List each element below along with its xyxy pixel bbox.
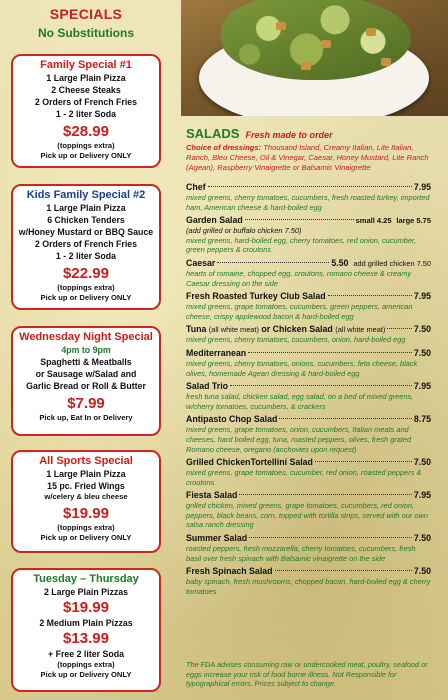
leader-dots <box>387 328 412 329</box>
salad-photo <box>181 0 448 116</box>
item-price: 7.95 <box>413 381 431 392</box>
special-line: w/celery & bleu cheese <box>44 492 128 501</box>
special-note: Pick up or Delivery ONLY <box>40 151 132 160</box>
special-price: $28.99 <box>63 123 109 140</box>
specials-title: SPECIALS <box>49 6 123 22</box>
item-desc: baby spinach, fresh mushrooms, chopped bacon, hard-boiled egg & cherry tomatoes <box>186 577 431 596</box>
leader-dots <box>275 570 412 571</box>
item-desc: mixed greens, grape tomatoes, onion, cucumbers, Italian meats and cheeses, hard boiled egg, tuna, roasted peppers, olives, fresh grated Romano cheese, oregano (anchovies upon request) <box>186 425 412 454</box>
special-line: or Sausage w/Salad and <box>35 369 137 379</box>
special-line: Spaghetti & Meatballs <box>40 357 132 367</box>
item-desc: mixed greens, grape tomatoes, cucumbers, green peppers, american cheese, crispy applewood bacon & hard-boiled egg <box>186 302 413 321</box>
item-name: Summer Salad <box>186 533 248 544</box>
item-name: Grilled ChickenTortellini Salad <box>186 457 313 468</box>
menu-item-tuna-chicken <box>186 324 431 345</box>
special-note: (toppings extra) <box>57 283 115 292</box>
item-price: 7.50 <box>413 324 431 335</box>
menu-item-fiesta <box>186 490 431 530</box>
special-line: 1 - 2 liter Soda <box>55 251 117 261</box>
item-extra: (add grilled or buffalo chicken 7.50) <box>186 226 302 236</box>
leader-dots <box>249 537 412 538</box>
special-line: 2 Cheese Steaks <box>51 85 121 95</box>
item-name-note: (all white meat) <box>208 325 259 335</box>
item-name: Mediterranean <box>186 347 247 358</box>
special-note: Pick up or Delivery ONLY <box>40 670 132 679</box>
item-price: 7.50 <box>413 566 431 577</box>
menu-item-chef <box>186 182 431 212</box>
item-price: 7.95 <box>413 291 431 302</box>
special-line: 15 pc. Fried Wings <box>47 481 125 491</box>
special-box-wednesday <box>11 326 161 436</box>
item-desc: mixed greens, cherry tomatoes, onions, cucumbers, feta cheese, black olives, homemade Agean dressing & hard-boiled egg <box>186 358 418 378</box>
special-note: Pick up or Delivery ONLY <box>40 293 132 302</box>
special-line: 1 Large Plain Pizza <box>46 73 126 83</box>
specials-subtitle: No Substitutions <box>38 26 134 40</box>
lettuce-image <box>221 0 411 80</box>
special-price: $19.99 <box>63 505 109 522</box>
item-price: 7.95 <box>413 182 431 192</box>
menu-item-garden <box>186 215 431 255</box>
fda-footnote: The FDA advises consuming raw or undercooked meat, poultry, seafood or eggs increase your risk of food borne illness. Not Responsible for typographical errors. Prices subject to change. <box>186 660 428 689</box>
salads-title: SALADS <box>186 126 240 141</box>
menu-item-salad-trio <box>186 381 431 411</box>
item-price-small: small 4.25 <box>355 216 392 226</box>
item-desc: mixed greens, grape tomatoes, cucumber, red onion, roasted peppers & croutons <box>186 468 422 487</box>
leader-dots <box>230 385 412 386</box>
specials-column <box>0 0 172 700</box>
item-desc: mixed greens, hard-boiled egg, cherry tomatoes, red onion, cucumber, green peppers & croutons <box>186 235 417 255</box>
special-box-family-1 <box>11 54 161 168</box>
item-desc: grilled chicken, mixed greens, grape tomatoes, cucumbers, red onion, peppers, black beans, corn, topped with tortilla strips, served with our own salsa ranch dressing <box>186 501 428 530</box>
crouton-image <box>301 62 311 70</box>
special-line: 1 - 2 liter Soda <box>55 109 117 119</box>
item-desc: fresh tuna salad, chicken salad, egg salad, on a bed of mixed greens, w/cherry tomatoes, cucumbers, & crackers <box>186 392 414 411</box>
item-name: Tuna <box>186 324 207 335</box>
salads-header <box>186 125 441 143</box>
item-price: 7.50 <box>413 347 431 358</box>
crouton-image <box>321 40 331 48</box>
special-line: + Free 2 liter Soda <box>47 649 125 659</box>
special-line: 1 Large Plain Pizza <box>46 203 126 213</box>
special-line: 2 Orders of French Fries <box>34 97 138 107</box>
special-line: 6 Chicken Tenders <box>47 215 125 225</box>
item-desc: mixed greens, cherry tomatoes, cucumbers, onion, hard-boiled egg <box>186 335 406 345</box>
special-box-kids-family-2 <box>11 184 161 310</box>
leader-dots <box>208 186 412 187</box>
special-price: $19.99 <box>63 599 109 616</box>
salads-menu <box>186 182 431 599</box>
special-title: Wednesday Night Special <box>19 331 153 343</box>
menu-item-mediterranean <box>186 348 431 378</box>
special-note: (toppings extra) <box>57 141 115 150</box>
item-desc: mixed greens, cherry tomatoes, cucumbers, fresh roasted turkey, imported ham, American cheese & hard-boiled egg <box>186 193 430 212</box>
special-title: All Sports Special <box>39 455 133 467</box>
leader-dots <box>328 295 412 296</box>
item-price: 7.50 <box>413 533 431 544</box>
menu-item-antipasto <box>186 414 431 454</box>
special-title: Family Special #1 <box>40 59 132 71</box>
special-title: Tuesday – Thursday <box>33 573 139 585</box>
special-box-tuesday-thursday <box>11 568 161 692</box>
special-note: (toppings extra) <box>57 660 115 669</box>
special-line: 2 Large Plain Pizzas <box>43 587 129 597</box>
item-name: Chef <box>186 182 206 192</box>
leader-dots <box>248 352 412 353</box>
leader-dots <box>279 418 411 419</box>
item-name: Fiesta Salad <box>186 490 238 501</box>
item-price: 7.50 <box>413 457 431 468</box>
menu-item-spinach <box>186 566 431 596</box>
special-note: Pick up, Eat In or Delivery <box>39 413 133 422</box>
special-price: $22.99 <box>63 265 109 282</box>
dressing-options <box>186 143 436 173</box>
crouton-image <box>366 28 376 36</box>
menu-item-turkey-club <box>186 291 431 321</box>
salads-subtitle: Fresh made to order <box>245 130 333 140</box>
item-desc: roasted peppers, fresh mozzarella, cherry tomatoes, cucumbers, fresh basil over fresh spinach with Balsamic vinaigrette on the side <box>186 544 416 563</box>
item-price: 7.95 <box>413 490 431 501</box>
item-name-note: (all white meat) <box>335 325 386 335</box>
special-title: Kids Family Special #2 <box>26 189 146 201</box>
leader-dots <box>315 461 412 462</box>
item-name: Fresh Roasted Turkey Club Salad <box>186 291 326 302</box>
dressing-label: Choice of dressings: <box>186 143 262 152</box>
leader-dots <box>245 219 354 220</box>
dressing-text: Thousand Island, Creamy Italian, Lite Italian, Ranch, Bleu Cheese, Oil & Vinegar, Caesar, Honey Mustard, Lite Ranch (Agean), Raspberry Vinaigrette or Balsamic Vinaigrette <box>186 143 429 172</box>
special-price: $13.99 <box>63 630 109 647</box>
item-name-alt: or Chicken Salad <box>261 324 333 335</box>
special-note: Pick up or Delivery ONLY <box>40 533 132 542</box>
special-line: w/Honey Mustard or BBQ Sauce <box>18 227 154 237</box>
item-name: Caesar <box>186 257 216 268</box>
item-price: 5.50 <box>331 257 349 268</box>
special-line: 2 Medium Plain Pizzas <box>39 618 133 628</box>
leader-dots <box>217 262 329 263</box>
item-desc: hearts of romaine, chopped egg, croutons, romano cheese & creamy Caesar dressing on the side <box>186 268 412 288</box>
special-time: 4pm to 9pm <box>61 345 111 355</box>
special-note: (toppings extra) <box>57 523 115 532</box>
item-name: Salad Trio <box>186 381 229 392</box>
crouton-image <box>276 22 286 30</box>
menu-item-tortellini <box>186 457 431 487</box>
item-extra: add grilled chicken 7.50 <box>353 258 431 268</box>
special-box-all-sports <box>11 450 161 553</box>
special-line: 2 Orders of French Fries <box>34 239 138 249</box>
item-name: Antipasto Chop Salad <box>186 414 278 425</box>
item-name: Garden Salad <box>186 215 243 226</box>
crouton-image <box>381 58 391 66</box>
leader-dots <box>239 494 412 495</box>
special-line: 1 Large Plain Pizza <box>46 469 126 479</box>
special-line: Garlic Bread or Roll & Butter <box>26 381 146 391</box>
special-price: $7.99 <box>67 395 105 412</box>
item-price-large: large 5.75 <box>396 216 431 226</box>
item-price: 8.75 <box>413 414 431 425</box>
menu-item-summer <box>186 533 431 563</box>
menu-item-caesar <box>186 258 431 288</box>
item-name: Fresh Spinach Salad <box>186 566 273 577</box>
